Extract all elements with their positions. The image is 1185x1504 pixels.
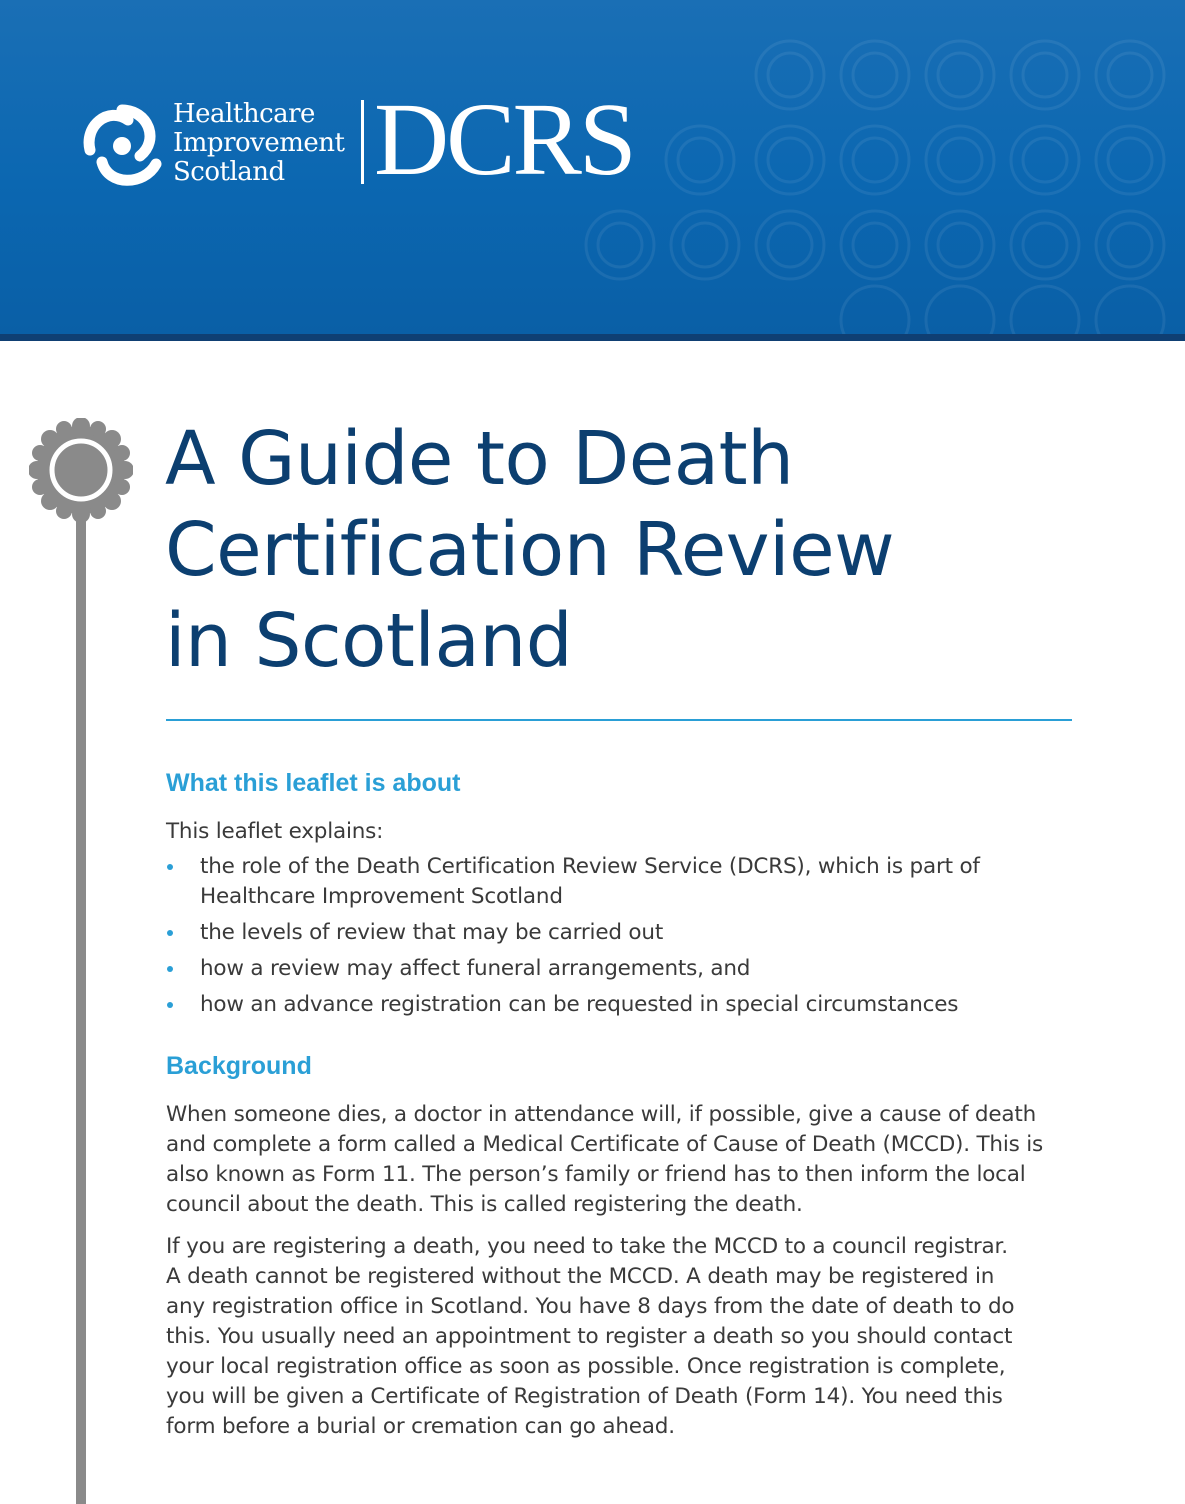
service-acronym: DCRS [374,82,634,197]
paragraph-line: also known as Form 11. The person’s family or friend has to then inform the local [166,1162,1026,1187]
paragraph-line: form before a burial or cremation can go ahead. [166,1414,675,1439]
paragraph-line: you will be given a Certificate of Registration of Death (Form 14). You need this [166,1384,1003,1409]
list-item-text: the levels of review that may be carried out [200,920,664,945]
bullet-icon [167,930,173,936]
org-name [173,100,344,187]
title-line: in Scotland [165,598,573,684]
org-name-line: Scotland [173,157,285,187]
paragraph-line: and complete a form called a Medical Certificate of Cause of Death (MCCD). This is [166,1132,1044,1157]
list-item [166,852,1046,912]
side-decoration-line [76,508,86,1504]
paragraph-line: council about the death. This is called registering the death. [166,1192,803,1217]
list-item [166,954,1046,984]
bullet-list [166,852,1046,1026]
paragraph-line: this. You usually need an appointment to register a death so you should contact [166,1324,1013,1349]
org-name-line: Healthcare [173,99,315,129]
bullet-icon [167,864,173,870]
paragraph [166,1100,1066,1220]
paragraph-line: If you are registering a death, you need to take the MCCD to a council registrar. [166,1234,1008,1259]
list-item-text: how a review may affect funeral arrangements, and [200,956,751,981]
org-name-line: Improvement [173,128,345,158]
document-title [165,414,894,687]
section-heading-about: What this leaflet is about [166,769,461,797]
intro-text: This leaflet explains: [166,819,384,844]
paragraph [166,1232,1066,1442]
header-rule [0,334,1185,341]
header-banner [0,0,1185,334]
bullet-icon [167,1002,173,1008]
paragraph-line: any registration office in Scotland. You have 8 days from the date of death to do [166,1294,1015,1319]
list-item [166,918,1046,948]
list-item-text: the role of the Death Certification Review Service (DCRS), which is part of [200,854,980,879]
logo-divider [361,100,364,184]
triskele-knot-icon [78,100,166,188]
bullet-icon [167,966,173,972]
paragraph-line: When someone dies, a doctor in attendance will, if possible, give a cause of death [166,1102,1037,1127]
section-heading-background: Background [166,1052,312,1080]
list-item-text: how an advance registration can be requested in special circumstances [200,992,959,1017]
title-line: A Guide to Death [165,416,794,502]
paragraph-line: your local registration office as soon as possible. Once registration is complete, [166,1354,1006,1379]
list-item-text: Healthcare Improvement Scotland [200,884,563,909]
list-item [166,990,1046,1020]
rosette-icon [29,418,133,522]
paragraph-line: A death cannot be registered without the MCCD. A death may be registered in [166,1264,995,1289]
title-line: Certification Review [165,507,895,593]
title-divider [166,719,1072,721]
